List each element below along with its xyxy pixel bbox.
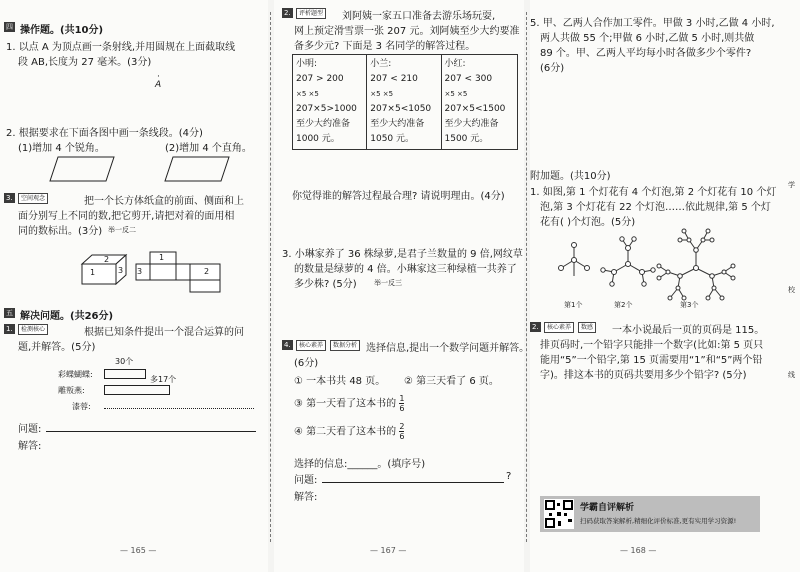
diagram-row2-label: 雕叛燕: bbox=[58, 386, 85, 395]
sol-line3: 207×5>1000 bbox=[296, 104, 357, 114]
mq4-qmark: ? bbox=[506, 471, 512, 482]
solution-xiaoming bbox=[293, 55, 367, 150]
net-label-1: 1 bbox=[159, 253, 165, 262]
sol-line1: 207 > 200 bbox=[296, 74, 344, 84]
sol-line4: 至少大约准备 bbox=[444, 119, 499, 129]
mq4-tag2: 数据分析 bbox=[330, 340, 360, 351]
mq2-tag: 评析题型 bbox=[296, 8, 326, 19]
mq4-tag1: 核心素养 bbox=[296, 340, 326, 351]
q1-text-line2: 段 AB,长度为 27 毫米。(3分) bbox=[18, 57, 152, 68]
sol-name: 小兰: bbox=[370, 59, 392, 69]
qr-banner bbox=[540, 496, 760, 532]
sol-line5: 1050 元。 bbox=[370, 134, 415, 144]
mq2-number-icon: 2. bbox=[284, 9, 291, 17]
sol-line1: 207 < 210 bbox=[370, 74, 418, 84]
point-a-label: A bbox=[155, 80, 162, 90]
section-badge-icon: 四 bbox=[6, 23, 13, 31]
section1-title: 操作题。(共10分) bbox=[20, 25, 104, 36]
q1-text-line1: 1. 以点 A 为顶点画一条射线,并用圆规在上面截取线 bbox=[6, 42, 236, 53]
b2-line1: 一本小说最后一页的页码是 115。 bbox=[612, 325, 765, 336]
mq2-line2: 网上预定滑雪票一张 207 元。刘阿姨至少大约要准 bbox=[294, 26, 520, 37]
b1-line2: 泡,第 3 个灯花有 22 个灯泡……依此规律,第 5 个灯 bbox=[540, 202, 771, 213]
info-3 bbox=[294, 394, 404, 413]
rq5-line4: (6分) bbox=[540, 63, 565, 74]
sol-name: 小明: bbox=[296, 59, 318, 69]
diagram-row3-bar bbox=[104, 408, 254, 409]
info-3-text: ③ 第一天看了这本书的 bbox=[294, 398, 397, 410]
info-1: ① 一本书共 48 页。 bbox=[294, 376, 386, 387]
cuboid-net-figure bbox=[134, 250, 226, 294]
page-divider-right bbox=[526, 12, 527, 542]
q3-note: 举一反二 bbox=[108, 226, 136, 234]
q4-line2: 题,并解答。(5分) bbox=[18, 342, 96, 353]
fraction-denominator: 6 bbox=[399, 432, 405, 441]
cube-label-3: 3 bbox=[118, 266, 124, 275]
fraction-numerator: 2 bbox=[399, 422, 405, 431]
q4-tag: 检测核心 bbox=[18, 324, 48, 335]
mq4-question-label: 问题: bbox=[294, 475, 318, 486]
q2-part-b: (2)增加 4 个直角。 bbox=[165, 143, 252, 154]
sol-name: 小红: bbox=[444, 59, 466, 69]
qr-code-icon[interactable] bbox=[544, 499, 574, 529]
side-text-2: 校 bbox=[788, 286, 795, 294]
b2-line3: 能用“5”一个铅字,第 15 页需要用“1”和“5”两个铅 bbox=[540, 355, 763, 366]
page-divider-left bbox=[270, 12, 271, 542]
lamp-label-2: 第2个 bbox=[614, 301, 633, 309]
mq4-question-line bbox=[322, 482, 504, 483]
b2-tag2: 数感 bbox=[578, 322, 596, 333]
lamp-figure-1 bbox=[554, 240, 594, 280]
q3-tag: 空间观念 bbox=[18, 193, 48, 204]
mq4-answer-label: 解答: bbox=[294, 492, 318, 503]
fraction-numerator: 1 bbox=[399, 394, 405, 403]
q4-question-label: 问题: bbox=[18, 424, 42, 435]
mq4-line2: (6分) bbox=[294, 358, 319, 369]
sol-line5: 1500 元。 bbox=[444, 134, 489, 144]
sol-line3: 207×5<1050 bbox=[370, 104, 432, 114]
q2-part-a: (1)增加 4 个锐角。 bbox=[18, 143, 105, 154]
point-a-marker: · bbox=[157, 72, 160, 82]
q3-number-icon: 3. bbox=[6, 194, 13, 202]
q3-line2: 面分别写上不同的数,把它剪开,请把对着的面用相 bbox=[18, 211, 235, 222]
qr-title: 学霸自评解析 bbox=[580, 503, 635, 513]
lamp-figure-2 bbox=[600, 236, 656, 294]
right-page-number: — 168 — bbox=[620, 546, 657, 555]
sol-line5: 1000 元。 bbox=[296, 134, 340, 144]
lamp-figure-3 bbox=[656, 228, 736, 304]
sol-line3: 207×5<1500 bbox=[444, 104, 506, 114]
sol-line2: ×5 ×5 bbox=[370, 90, 394, 98]
b2-line2: 排页码时,一个铅字只能排一个数字(比如:第 5 页只 bbox=[540, 340, 764, 351]
b2-line4: 字)。排这本书的页码共要用多少个铅字? (5分) bbox=[540, 370, 747, 381]
qr-text: 扫码获取答案解析,精细化评价标准,更有实用学习资源! bbox=[580, 517, 737, 525]
parallelogram-shape-b bbox=[163, 155, 231, 183]
lamp-label-3: 第3个 bbox=[680, 301, 699, 309]
mq2-question: 你觉得谁的解答过程最合理? 请说明理由。(4分) bbox=[292, 191, 505, 202]
mq3-line2: 的数量是绿萝的 4 倍。小琳家这三种绿植一共养了 bbox=[294, 264, 517, 275]
info-2: ② 第三天看了 6 页。 bbox=[404, 376, 499, 387]
rq5-line1: 5. 甲、乙两人合作加工零件。甲做 3 小时,乙做 4 小时, bbox=[530, 18, 775, 29]
q4-line1: 根据已知条件提出一个混合运算的问 bbox=[84, 327, 244, 338]
diagram-row1-label: 彩蝶蝴蝶: bbox=[58, 370, 93, 379]
solution-xiaohong bbox=[441, 55, 518, 150]
mq2-line3: 备多少元? 下面是 3 名同学的解答过程。 bbox=[294, 41, 476, 52]
middle-page-number: — 167 — bbox=[370, 546, 407, 555]
q4-number-icon: 1. bbox=[6, 325, 13, 333]
sol-line4: 至少大约准备 bbox=[370, 119, 425, 129]
b2-number-icon: 2. bbox=[532, 323, 539, 331]
q3-line3: 同的数标出。(3分) bbox=[18, 226, 103, 237]
middle-page bbox=[274, 0, 530, 572]
rq5-line2: 两人共做 55 个;甲做 6 小时,乙做 5 小时,则共做 bbox=[540, 33, 755, 44]
right-page bbox=[530, 0, 800, 572]
left-page-number: — 165 — bbox=[120, 546, 157, 555]
rq5-line3: 89 个。甲、乙两人平均每小时各做多少个零件? bbox=[540, 48, 752, 59]
diagram-more-label: 多17个 bbox=[150, 375, 177, 384]
q4-answer-label: 解答: bbox=[18, 441, 42, 452]
info-4-text: ④ 第二天看了这本书的 bbox=[294, 426, 397, 438]
lamp-label-1: 第1个 bbox=[564, 301, 583, 309]
diagram-row2-bar bbox=[104, 385, 170, 395]
selected-info: 选择的信息:______。(填序号) bbox=[294, 459, 426, 470]
side-text-3: 线 bbox=[788, 371, 795, 379]
cube-label-2: 2 bbox=[104, 255, 110, 264]
b1-line3: 花有( )个灯泡。(5分) bbox=[540, 217, 636, 228]
section2-title: 解决问题。(共26分) bbox=[20, 311, 114, 322]
sol-line2: ×5 ×5 bbox=[444, 90, 468, 98]
fraction-one-sixth bbox=[399, 394, 404, 413]
cube-label-1: 1 bbox=[90, 268, 96, 277]
q4-question-line bbox=[46, 431, 256, 432]
net-label-2: 2 bbox=[204, 267, 210, 276]
b1-line1: 1. 如图,第 1 个灯花有 4 个灯泡,第 2 个灯花有 10 个灯 bbox=[530, 187, 777, 198]
b2-tag1: 核心素养 bbox=[544, 322, 574, 333]
diagram-row1-bar bbox=[104, 369, 146, 379]
sol-line1: 207 < 300 bbox=[444, 74, 493, 84]
solutions-table bbox=[292, 54, 518, 150]
fraction-denominator: 6 bbox=[399, 404, 405, 413]
sol-line2: ×5 ×5 bbox=[296, 90, 319, 98]
mq3-line1: 3. 小琳家养了 36 株绿萝,是君子兰数量的 9 倍,网纹草 bbox=[282, 249, 523, 260]
mq2-line1: 刘阿姨一家五口准备去游乐场玩耍, bbox=[342, 11, 496, 22]
net-label-3: 3 bbox=[137, 267, 143, 276]
left-page bbox=[0, 0, 268, 572]
q2-text: 2. 根据要求在下面各图中画一条线段。(4分) bbox=[6, 128, 203, 139]
bonus-title: 附加题。(共10分) bbox=[530, 171, 611, 182]
mq3-note: 举一反三 bbox=[374, 279, 402, 287]
mq4-number-icon: 4. bbox=[284, 341, 291, 349]
side-text-1: 学 bbox=[788, 181, 795, 189]
solution-xiaolan bbox=[367, 55, 441, 150]
section2-badge-icon: 五 bbox=[6, 309, 13, 317]
diagram-row3-label: 漆蓉: bbox=[72, 402, 91, 411]
mq3-line3: 多少株? (5分) bbox=[294, 279, 357, 290]
q3-line1: 把一个长方体纸盒的前面、侧面和上 bbox=[84, 196, 244, 207]
fraction-two-sixths bbox=[399, 422, 404, 441]
parallelogram-shape-a bbox=[48, 155, 116, 183]
info-4 bbox=[294, 422, 404, 441]
mq4-line1: 选择信息,提出一个数学问题并解答。 bbox=[366, 343, 530, 354]
sol-line4: 至少大约准备 bbox=[296, 119, 351, 129]
diagram-top-label: 30个 bbox=[115, 357, 134, 366]
